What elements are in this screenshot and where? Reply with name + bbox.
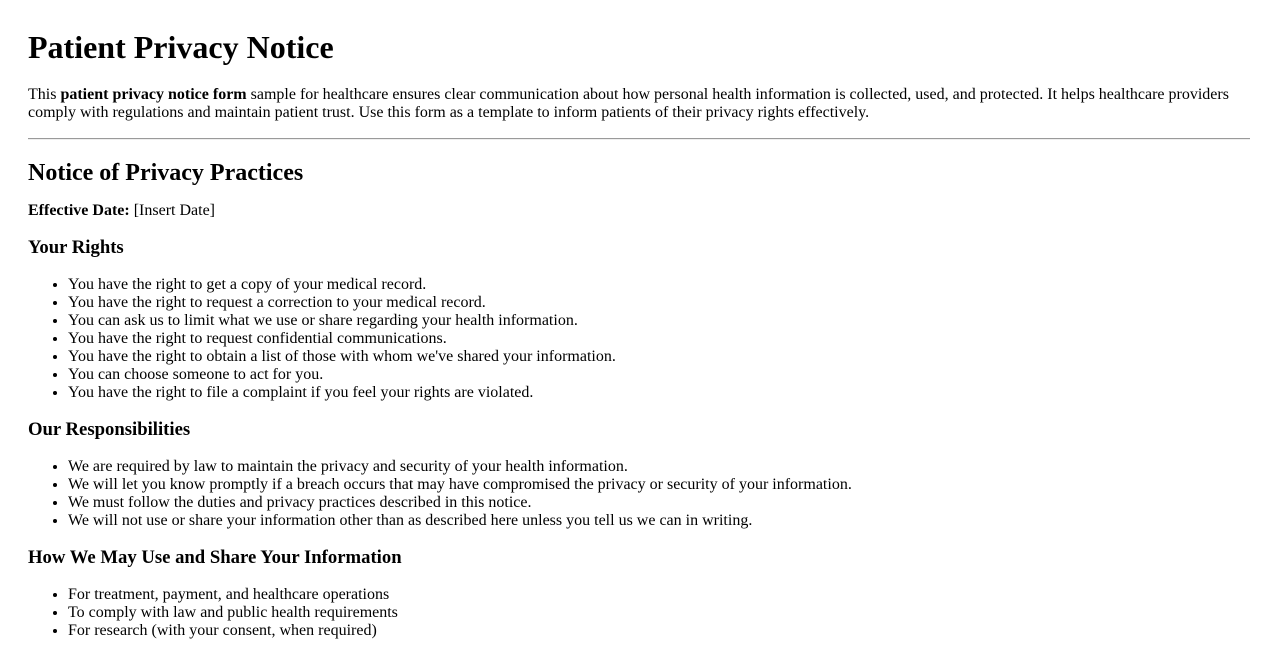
list-item: • We will not use or share your information other than as described here unless you tell us we can in writing. [68,512,1250,530]
list-item: • For treatment, payment, and healthcare operations [68,586,1250,604]
effective-date-label: Effective Date: [28,202,130,219]
notice-heading: Notice of Privacy Practices [28,160,304,186]
your-rights-list [28,276,1250,402]
intro-bold-term: patient privacy notice form [60,86,247,103]
list-item: • You can choose someone to act for you. [68,366,1250,384]
page-title: Patient Privacy Notice [28,29,334,65]
list-item: • For research (with your consent, when required) [68,622,1250,640]
intro-paragraph [28,86,1250,122]
intro-prefix: This [28,86,61,103]
our-responsibilities-list [28,458,1250,530]
list-item: • You have the right to request confidential communications. [68,330,1250,348]
list-item: • You have the right to request a correction to your medical record. [68,294,1250,312]
list-item: • You can ask us to limit what we use or share regarding your health information. [68,312,1250,330]
section-heading-use-and-share: How We May Use and Share Your Information [28,547,402,568]
list-item: • You have the right to get a copy of your medical record. [68,276,1250,294]
list-item: • To comply with law and public health requirements [68,604,1250,622]
section-divider [28,138,1250,140]
effective-date [28,202,1250,220]
list-item: • We must follow the duties and privacy practices described in this notice. [68,494,1250,512]
use-and-share-list [28,586,1250,640]
list-item: • You have the right to file a complaint if you feel your rights are violated. [68,384,1250,402]
list-item: • We will let you know promptly if a breach occurs that may have compromised the privacy or security of your information. [68,476,1250,494]
list-item: • We are required by law to maintain the privacy and security of your health information. [68,458,1250,476]
list-item: • You have the right to obtain a list of those with whom we've shared your information. [68,348,1250,366]
intro-suffix: sample for healthcare ensures clear communication about how personal health information is collected, used, and protected. It helps healthcare providers comply with regulations and maintain patient trust. Use this form as a template to inform patients of their privacy rights effectively. [28,86,1229,121]
section-heading-your-rights: Your Rights [28,237,124,258]
effective-date-value: [Insert Date] [129,202,216,219]
section-heading-our-responsibilities: Our Responsibilities [28,419,191,440]
